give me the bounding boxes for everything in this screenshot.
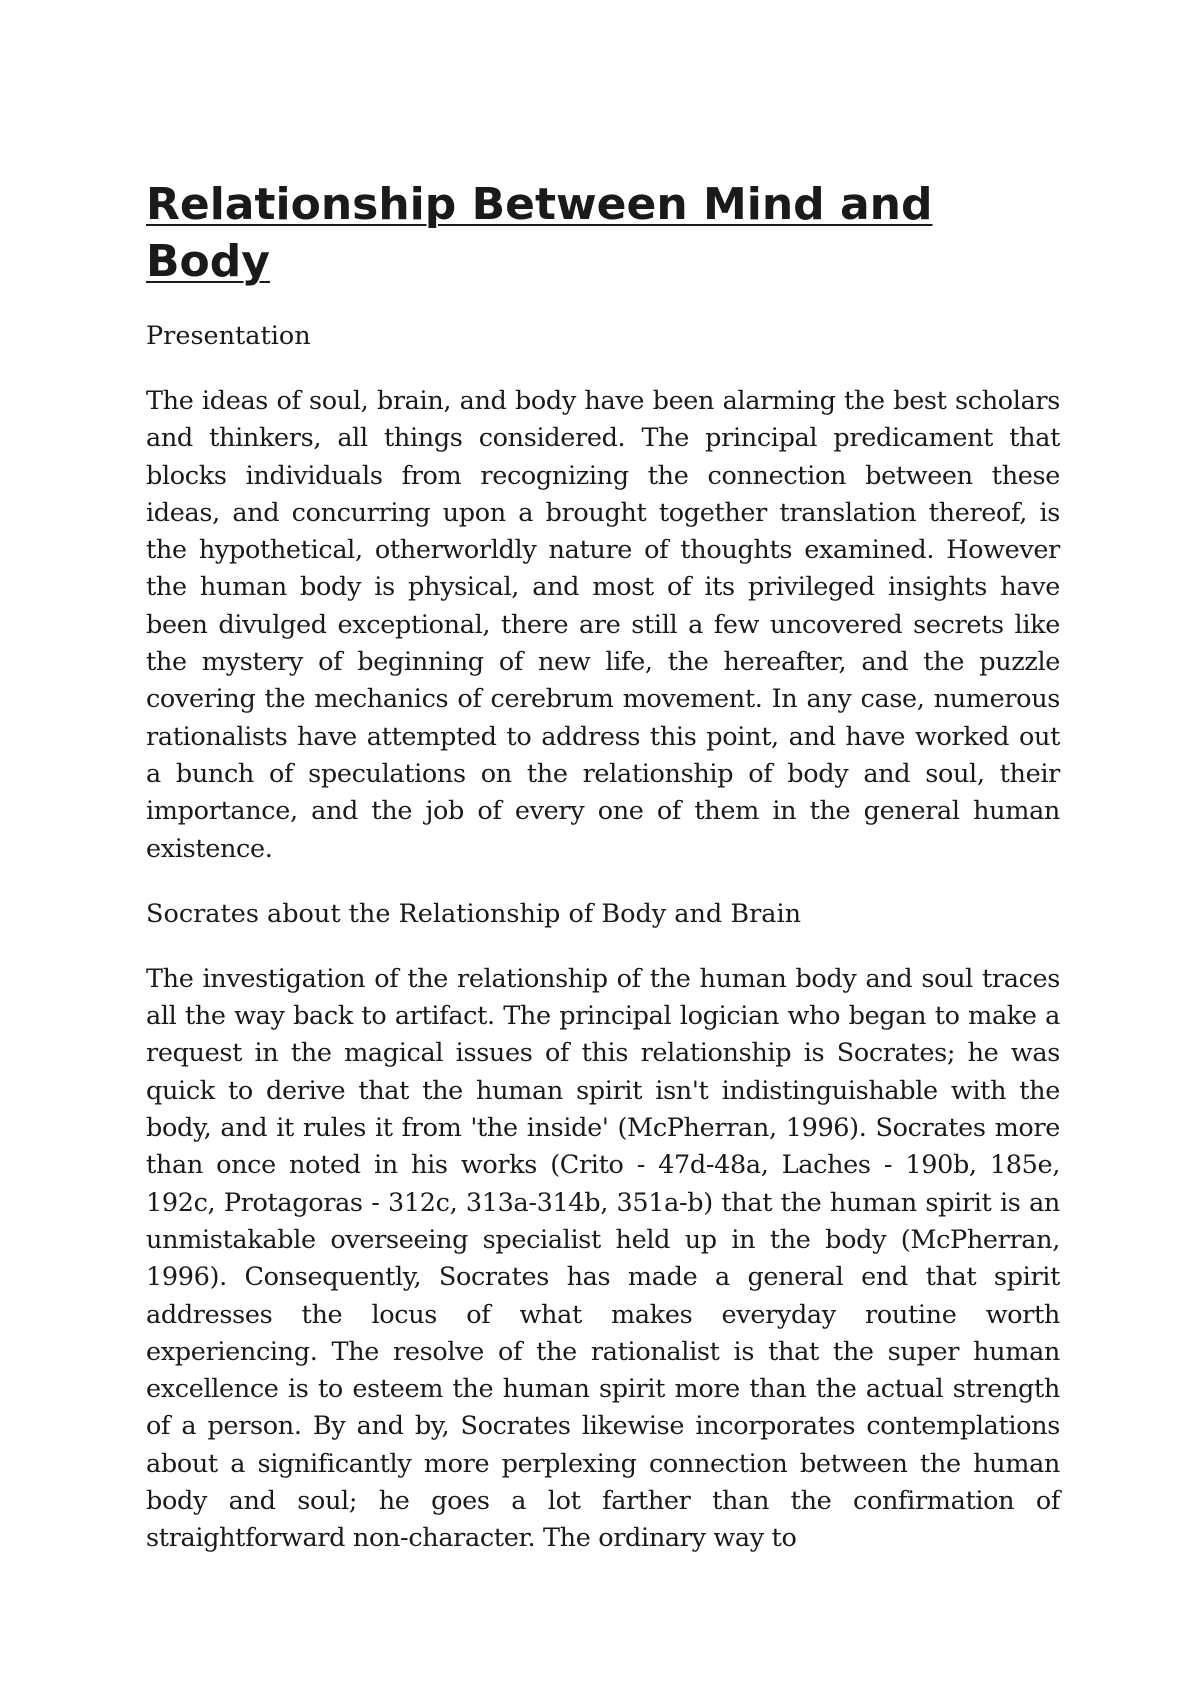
document-page xyxy=(146,176,1060,1586)
document-title: Relationship Between Mind and Body xyxy=(146,179,933,287)
paragraph-presentation: The ideas of soul, brain, and body have been alarming the best scholars and thinkers, all things considered. The principal predicament that blocks individuals from recognizing the connection between these ideas, and concurring upon a brought together translation thereof, is the hypothetical, otherworldly nature of thoughts examined. However the human body is physical, and most of its privileged insights have been divulged exceptional, there are still a few uncovered secrets like the mystery of beginning of new life, the hereafter, and the puzzle covering the mechanics of cerebrum movement. In any case, numerous rationalists have attempted to address this point, and have worked out a bunch of speculations on the relationship of body and soul, their importance, and the job of every one of them in the general human existence. xyxy=(146,386,1060,864)
paragraph-socrates: The investigation of the relationship of the human body and soul traces all the way back to artifact. The principal logician who began to make a request in the magical issues of this relationship is Socrates; he was quick to derive that the human spirit isn't indistinguishable with the body, and it rules it from 'the inside' (McPherran, 1996). Socrates more than once noted in his works (Crito - 47d-48a, Laches - 190b, 185e, 192c, Protagoras - 312c, 313a-314b, 351a-b) that the human spirit is an unmistakable overseeing specialist held up in the body (McPherran, 1996). Consequently, Socrates has made a general end that spirit addresses the locus of what makes everyday routine worth experiencing. The resolve of the rationalist is that the super human excellence is to esteem the human spirit more than the actual strength of a person. By and by, Socrates likewise incorporates contemplations about a significantly more perplexing connection between the human body and soul; he goes a lot farther than the confirmation of straightforward non-character. The ordinary way to xyxy=(146,963,1060,1554)
section-heading-socrates: Socrates about the Relationship of Body and Brain xyxy=(146,898,802,929)
section-heading-presentation: Presentation xyxy=(146,321,311,351)
